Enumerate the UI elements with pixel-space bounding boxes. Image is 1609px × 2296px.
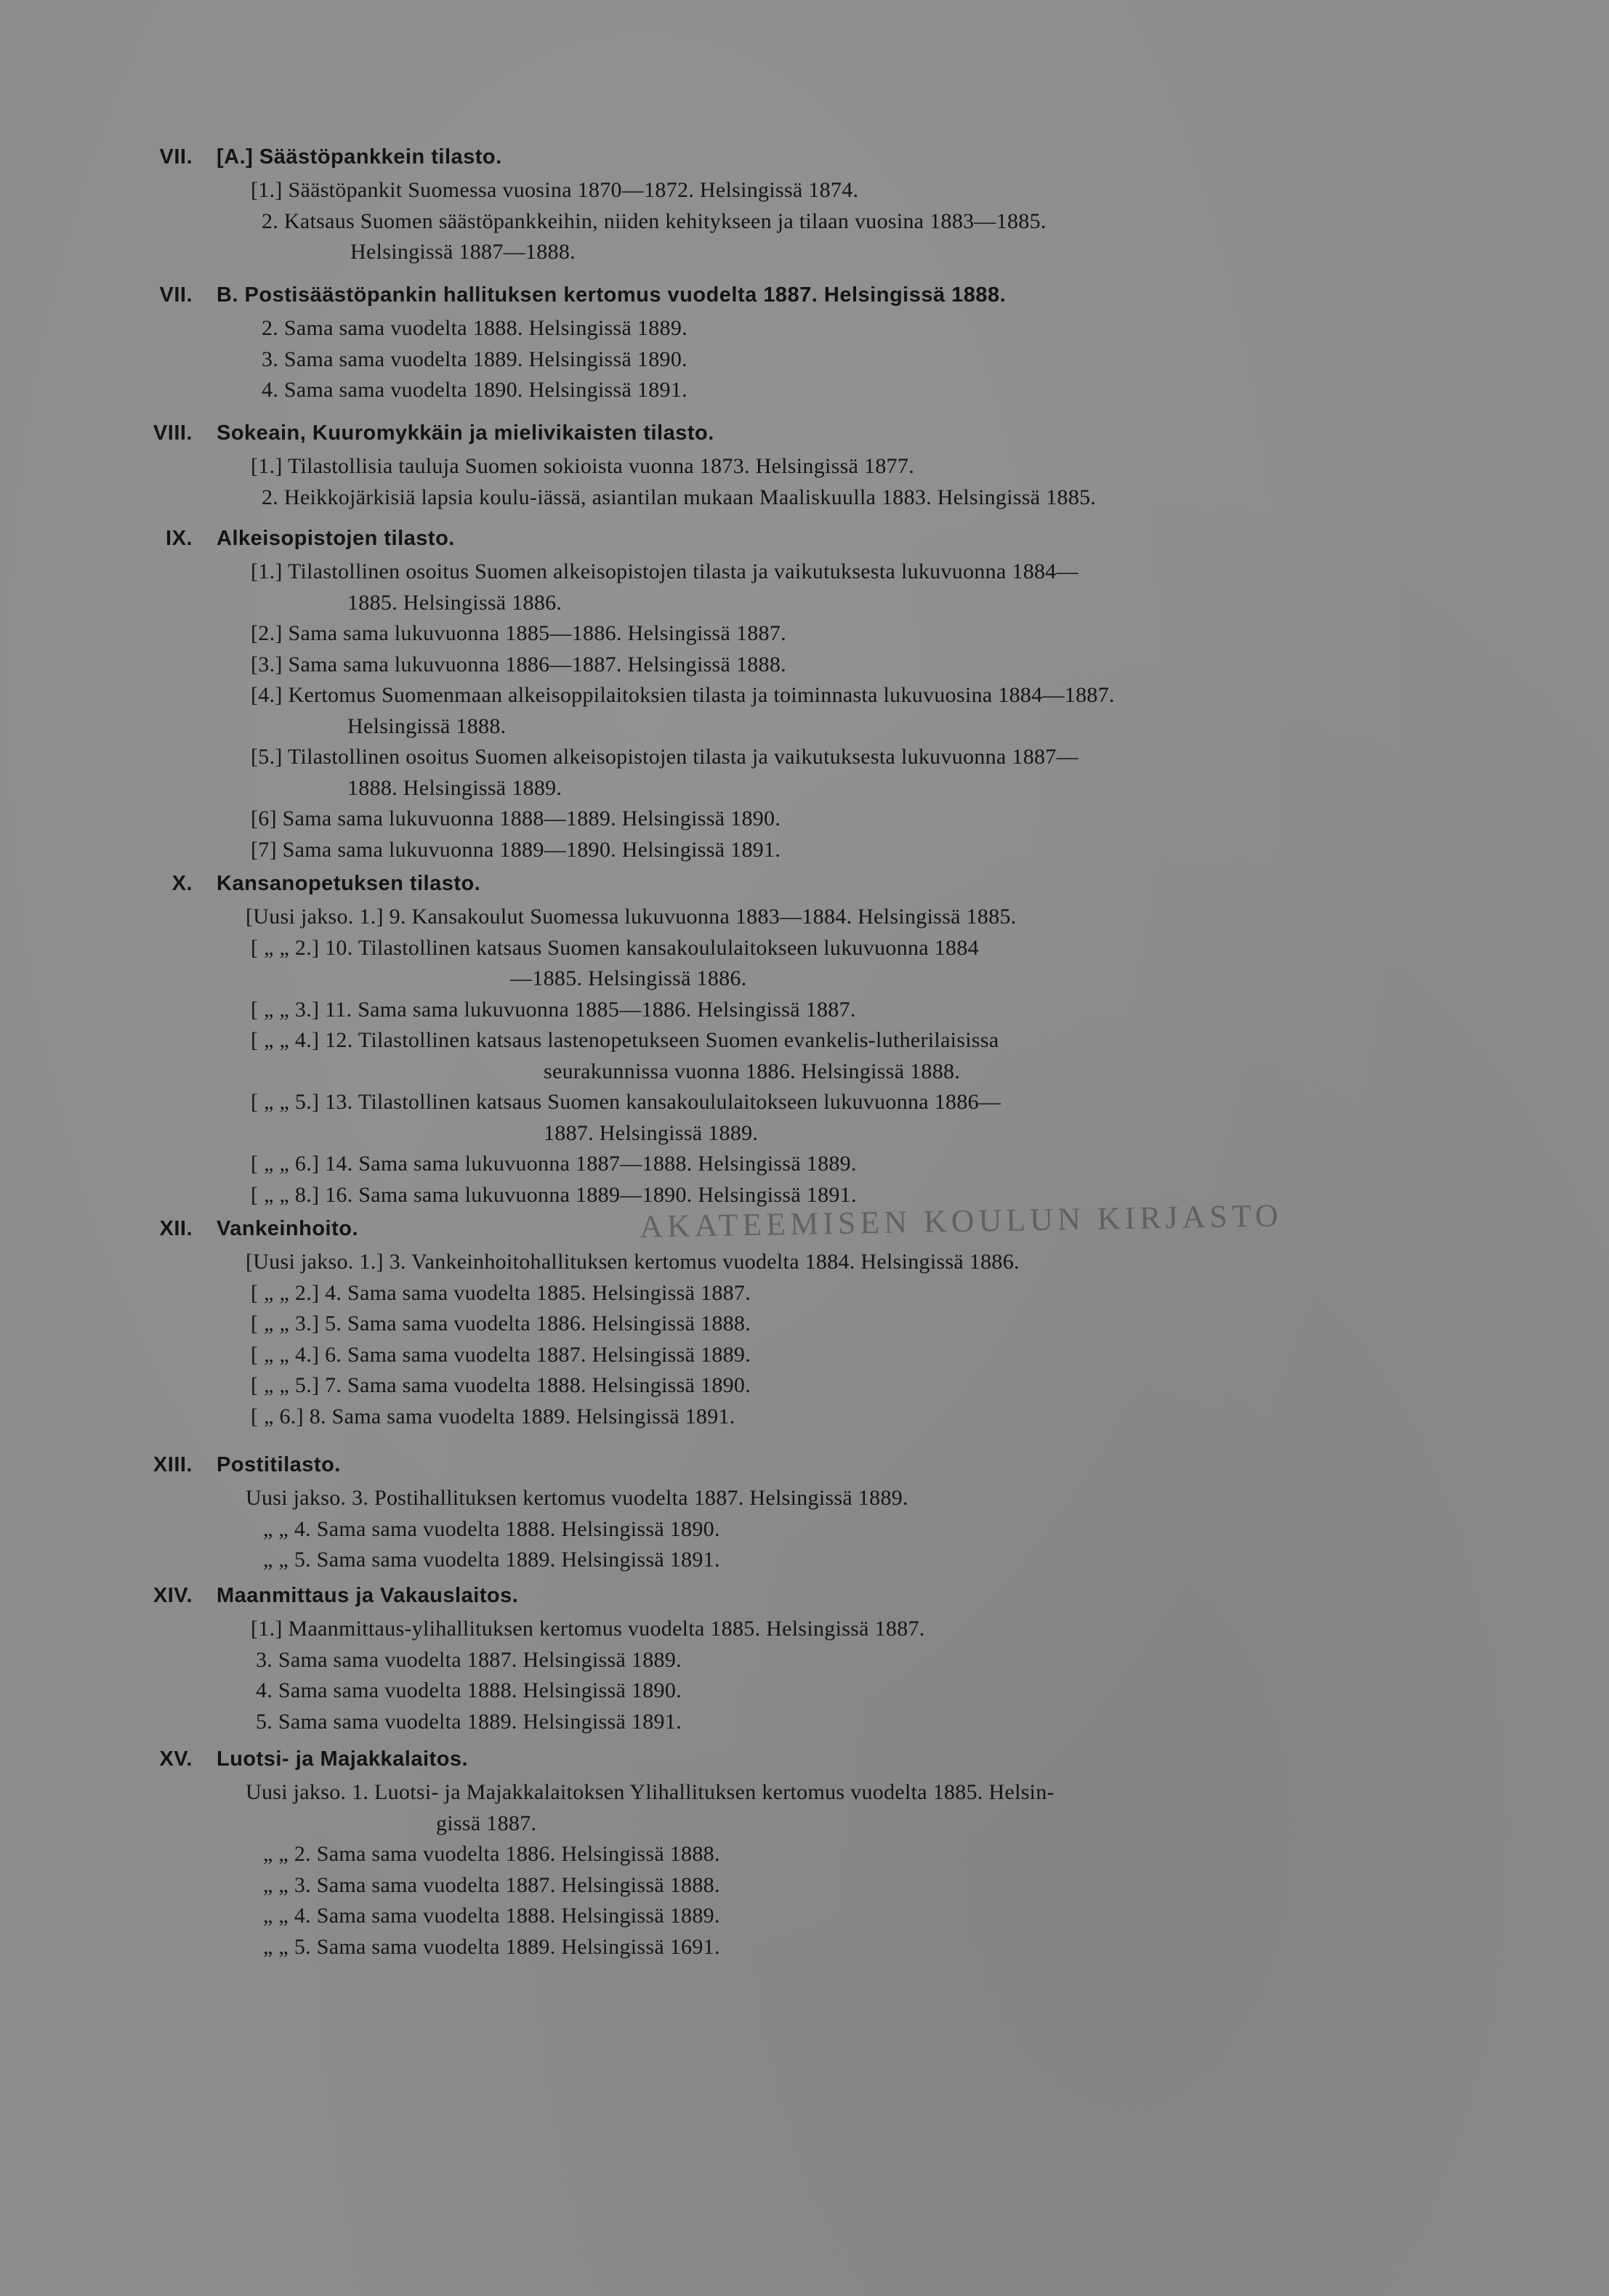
entry-line: 1887. Helsingissä 1889.	[544, 1120, 759, 1145]
entry-line: [ „ „ 8.] 16. Sama sama lukuvuonna 1889—1890. Helsingissä 1891.	[251, 1182, 857, 1207]
entry-line: Uusi jakso. 1. Luotsi- ja Majakkalaitoksen Ylihallituksen kertomus vuodelta 1885. Helsin-	[246, 1780, 1054, 1804]
entry-line: „ „ 5. Sama sama vuodelta 1889. Helsingissä 1691.	[263, 1934, 720, 1959]
entry-line: seurakunnissa vuonna 1886. Helsingissä 1888.	[544, 1059, 961, 1083]
entry-line: „ „ 2. Sama sama vuodelta 1886. Helsingissä 1888.	[263, 1842, 720, 1866]
entry-line: 3. Sama sama vuodelta 1889. Helsingissä 1890.	[262, 347, 687, 371]
entry-line: [5.] Tilastollinen osoitus Suomen alkeisopistojen tilasta ja vaikutuksesta lukuvuonna 1887—	[251, 745, 1078, 769]
entry-line: gissä 1887.	[436, 1811, 537, 1835]
entry-line: [ „ „ 5.] 13. Tilastollinen katsaus Suomen kansakoululaitokseen lukuvuonna 1886—	[251, 1090, 1001, 1114]
entry-line: 2. Sama sama vuodelta 1888. Helsingissä 1889.	[262, 316, 687, 340]
entry-line: [ „ 6.] 8. Sama sama vuodelta 1889. Helsingissä 1891.	[251, 1404, 735, 1428]
entry-line: —1885. Helsingissä 1886.	[510, 966, 747, 990]
entry-line: [1.] Tilastollisia tauluja Suomen sokioista vuonna 1873. Helsingissä 1877.	[251, 454, 915, 478]
library-stamp: AKATEEMISEN KOULUN KIRJASTO	[639, 1197, 1283, 1245]
entry-line: [ „ „ 3.] 11. Sama sama lukuvuonna 1885—1886. Helsingissä 1887.	[251, 997, 856, 1022]
section-heading-xiv	[0, 1584, 1609, 1613]
section-heading-xiii	[0, 1453, 1609, 1482]
entry-line: Helsingissä 1888.	[347, 714, 507, 738]
entry-line: [6] Sama sama lukuvuonna 1888—1889. Helsingissä 1890.	[251, 807, 781, 830]
section-title: Postitilasto.	[217, 1453, 341, 1476]
entry-line: [ „ „ 3.] 5. Sama sama vuodelta 1886. Helsingissä 1888.	[251, 1311, 751, 1335]
section-number: XIII.	[153, 1453, 193, 1476]
section-heading-viii	[0, 421, 1609, 450]
section-title: Maanmittaus ja Vakauslaitos.	[217, 1584, 519, 1607]
entry-line: [ „ „ 2.] 4. Sama sama vuodelta 1885. Helsingissä 1887.	[251, 1280, 751, 1305]
entry-line: 4. Sama sama vuodelta 1890. Helsingissä 1891.	[262, 378, 687, 402]
section-title: Kansanopetuksen tilasto.	[217, 872, 481, 895]
entry-line: [1.] Tilastollinen osoitus Suomen alkeisopistojen tilasta ja vaikutuksesta lukuvuonna 1884—	[251, 559, 1078, 583]
entry-line: 1888. Helsingissä 1889.	[347, 775, 562, 800]
section-title: B. Postisäästöpankin hallituksen kertomus vuodelta 1887. Helsingissä 1888.	[217, 283, 1007, 307]
section-title: [A.] Säästöpankkein tilasto.	[217, 145, 502, 169]
section-number: VII.	[159, 145, 193, 169]
section-title: Luotsi- ja Majakkalaitos.	[217, 1747, 469, 1771]
entry-line: [3.] Sama sama lukuvuonna 1886—1887. Helsingissä 1888.	[251, 652, 786, 676]
entry-line: 4. Sama sama vuodelta 1888. Helsingissä 1890.	[256, 1678, 682, 1702]
entry-line: [1.] Säästöpankit Suomessa vuosina 1870—1872. Helsingissä 1874.	[251, 178, 859, 202]
entry-line: [Uusi jakso. 1.] 3. Vankeinhoitohallituksen kertomus vuodelta 1884. Helsingissä 1886.	[246, 1250, 1020, 1274]
section-heading-xii	[0, 1217, 1609, 1246]
entry-line: „ „ 4. Sama sama vuodelta 1888. Helsingissä 1889.	[263, 1904, 720, 1928]
section-number: VII.	[159, 283, 193, 307]
entry-line: [7] Sama sama lukuvuonna 1889—1890. Helsingissä 1891.	[251, 837, 781, 862]
entry-line: „ „ 3. Sama sama vuodelta 1887. Helsingissä 1888.	[263, 1872, 720, 1897]
section-heading-vii-a	[0, 145, 1609, 174]
entry-line: 2. Heikkojärkisiä lapsia koulu-iässä, asiantilan mukaan Maaliskuulla 1883. Helsingissä 1885.	[262, 485, 1097, 509]
section-number: XV.	[159, 1747, 193, 1771]
entry-line: „ „ 5. Sama sama vuodelta 1889. Helsingissä 1891.	[263, 1548, 720, 1572]
entry-line: [ „ „ 4.] 12. Tilastollinen katsaus lastenopetukseen Suomen evankelis-lutherilaisissa	[251, 1028, 999, 1052]
entry-line: 3. Sama sama vuodelta 1887. Helsingissä 1889.	[256, 1647, 682, 1672]
section-number: VIII.	[153, 421, 193, 445]
section-heading-vii-b	[0, 283, 1609, 312]
section-number: XII.	[159, 1217, 193, 1240]
entry-line: [Uusi jakso. 1.] 9. Kansakoulut Suomessa lukuvuonna 1883—1884. Helsingissä 1885.	[246, 905, 1017, 929]
entry-line: [4.] Kertomus Suomenmaan alkeisoppilaitoksien tilasta ja toiminnasta lukuvuosina 1884—1887.	[251, 683, 1115, 707]
entry-line: „ „ 4. Sama sama vuodelta 1888. Helsingissä 1890.	[263, 1516, 720, 1541]
entry-line: [ „ „ 4.] 6. Sama sama vuodelta 1887. Helsingissä 1889.	[251, 1342, 751, 1367]
section-title: Alkeisopistojen tilasto.	[217, 527, 455, 550]
entry-line: Uusi jakso. 3. Postihallituksen kertomus vuodelta 1887. Helsingissä 1889.	[246, 1486, 908, 1510]
entry-line: [ „ „ 5.] 7. Sama sama vuodelta 1888. Helsingissä 1890.	[251, 1373, 751, 1397]
entry-line: [1.] Maanmittaus-ylihallituksen kertomus vuodelta 1885. Helsingissä 1887.	[251, 1617, 925, 1641]
entry-line: [2.] Sama sama lukuvuonna 1885—1886. Helsingissä 1887.	[251, 621, 786, 645]
section-heading-xv	[0, 1747, 1609, 1776]
section-number: XIV.	[153, 1584, 193, 1607]
entry-line: [ „ „ 6.] 14. Sama sama lukuvuonna 1887—1888. Helsingissä 1889.	[251, 1152, 857, 1176]
section-title: Vankeinhoito.	[217, 1217, 359, 1240]
entry-line: Helsingissä 1887—1888.	[350, 240, 576, 264]
section-number: X.	[172, 872, 193, 895]
section-number: IX.	[166, 527, 193, 550]
entry-line: 2. Katsaus Suomen säästöpankkeihin, niiden kehitykseen ja tilaan vuosina 1883—1885.	[262, 209, 1047, 233]
entry-line: 1885. Helsingissä 1886.	[347, 590, 562, 615]
entry-line: 5. Sama sama vuodelta 1889. Helsingissä 1891.	[256, 1709, 682, 1734]
section-heading-x	[0, 872, 1609, 901]
section-heading-ix	[0, 527, 1609, 556]
entry-line: [ „ „ 2.] 10. Tilastollinen katsaus Suomen kansakoululaitokseen lukuvuonna 1884	[251, 935, 979, 960]
section-title: Sokeain, Kuuromykkäin ja mielivikaisten tilasto.	[217, 421, 714, 445]
